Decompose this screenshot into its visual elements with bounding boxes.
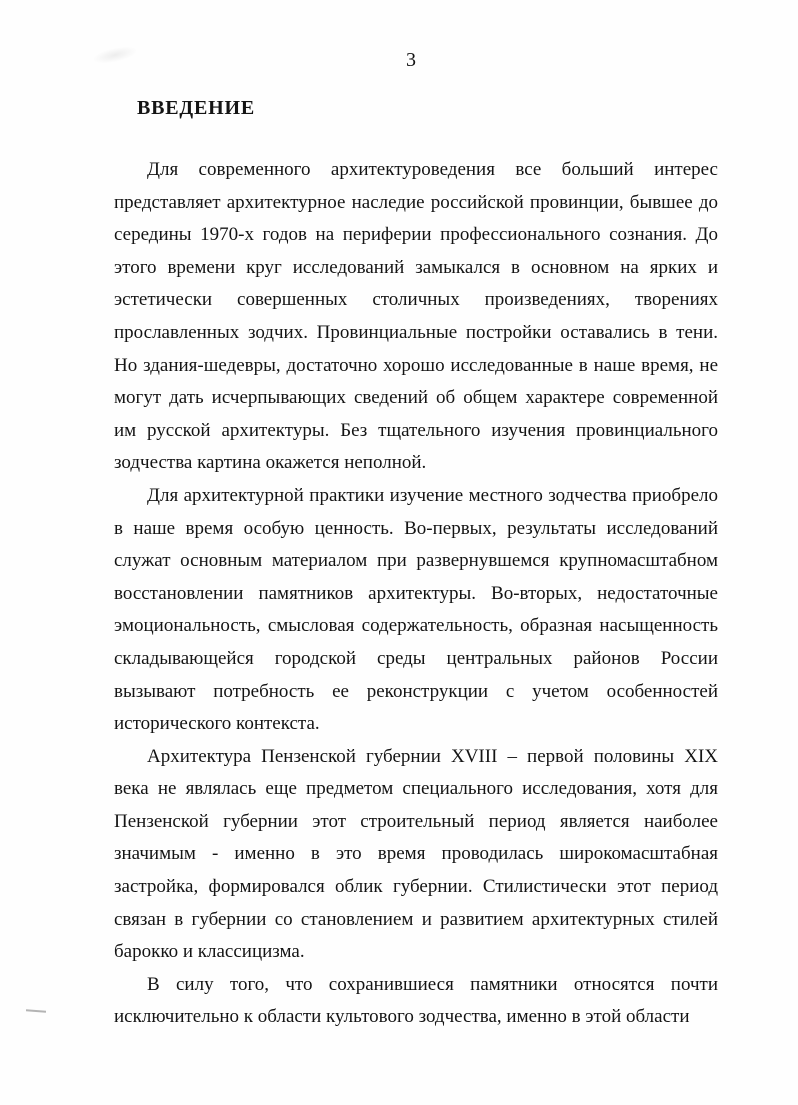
- page-number: 3: [406, 49, 416, 71]
- section-heading: ВВЕДЕНИЕ: [137, 97, 255, 119]
- paragraph: Для современного архитектуроведения все больший интерес представляет архитектурное наследие российской провинции, бывшее до середины 1970-х годов на периферии профессионального сознания. До этого времени круг исследований замыкался в основном на ярких и эстетически совершенных столичных произведениях, творениях прославленных зодчих. Провинциальные постройки оставались в тени. Но здания-шедевры, достаточно хорошо исследованные в наше время, не могут дать исчерпывающих сведений об общем характере современной им русской архитектуры. Без тщательного изучения провинциального зодчества картина окажется неполной.: [114, 159, 718, 474]
- body-paragraphs: [114, 154, 718, 1034]
- paragraph: Для архитектурной практики изучение местного зодчества приобрело в наше время особую ценность. Во-первых, результаты исследований служат основным материалом при развернувшемся крупномасштабном восстановлении памятников архитектуры. Во-вторых, недостаточные эмоциональность, смысловая содержательность, образная насыщенность складывающейся городской среды центральных районов России вызывают потребность ее реконструкции с учетом особенностей исторического контекста.: [114, 484, 718, 735]
- paragraph: В силу того, что сохранившиеся памятники относятся почти исключительно к области культового зодчества, именно в этой области: [114, 973, 718, 1028]
- paragraph: Архитектура Пензенской губернии XVIII – первой половины XIX века не являлась еще предметом специального исследования, хотя для Пензенской губернии этот строительный период является наиболее значимым - именно в это время проводилась широкомасштабная застройка, формировался облик губернии. Стилистически этот период связан в губернии со становлением и развитием архитектурных стилей барокко и классицизма.: [114, 745, 718, 963]
- margin-pen-mark: [26, 1009, 46, 1012]
